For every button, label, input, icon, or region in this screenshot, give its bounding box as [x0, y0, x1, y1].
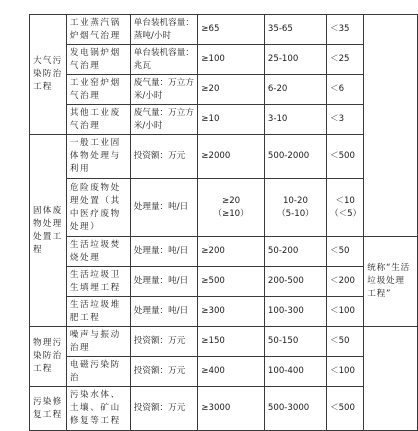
small-scale-cell: ＜3: [326, 105, 363, 135]
project-name-cell: 噪声与振动治理: [66, 327, 130, 357]
project-name-cell: 工业窑炉烟气治理: [66, 75, 130, 105]
large-scale-cell: ≥2000: [198, 135, 265, 179]
small-scale-cell: ＜500: [326, 387, 363, 431]
measure-cell: 投资额：万元: [130, 327, 198, 357]
medium-scale-cell: 500-3000: [264, 387, 326, 431]
large-scale-cell: ≥200: [198, 237, 265, 267]
small-scale-cell: ＜500: [326, 135, 363, 179]
medium-scale-cell: 200-500: [264, 267, 326, 297]
large-scale-cell: ≥100: [198, 45, 265, 75]
project-name-cell: 危险废物处理处置（其中医疗废物处理）: [66, 179, 130, 237]
medium-scale-cell: 500-2000: [264, 135, 326, 179]
measure-cell: 投资额：万元: [130, 135, 198, 179]
medium-scale-cell: 50-150: [264, 327, 326, 357]
table-row: [30, 135, 418, 179]
note-cell-empty: [364, 15, 418, 237]
project-name-cell: 污染水体、土壤、矿山修复等工程: [66, 387, 130, 431]
table-row: [30, 327, 418, 357]
measure-cell: 单台装机容量：兆瓦: [130, 45, 198, 75]
category-cell: 固体废物处理处置工程: [30, 135, 67, 327]
note-cell-empty: [364, 327, 418, 431]
measure-cell: 单台装机容量：蒸吨/小时: [130, 15, 198, 45]
table-row: [30, 105, 418, 135]
table-row: [30, 297, 418, 327]
large-scale-cell: ≥400: [198, 357, 265, 387]
measure-cell: 投资额：万元: [130, 387, 198, 431]
small-scale-cell: ＜100: [326, 297, 363, 327]
table-row: [30, 179, 418, 237]
project-name-cell: 生活垃圾卫生填埋工程: [66, 267, 130, 297]
project-name-cell: 生活垃圾堆肥工程: [66, 297, 130, 327]
small-scale-cell: ＜35: [326, 15, 363, 45]
note-cell: 统称“生活垃圾处理工程”: [364, 237, 418, 327]
large-scale-cell: ≥500: [198, 267, 265, 297]
small-scale-cell: ＜25: [326, 45, 363, 75]
table-row: [30, 357, 418, 387]
medium-scale-cell: 35-65: [264, 15, 326, 45]
measure-cell: 处理量：吨/日: [130, 237, 198, 267]
measure-cell: 废气量：万立方米/小时: [130, 105, 198, 135]
small-scale-cell: ＜50: [326, 327, 363, 357]
large-scale-cell: ≥300: [198, 297, 265, 327]
measure-cell: 处理量：吨/日: [130, 179, 198, 237]
category-cell: 物理污染防治工程: [30, 327, 67, 387]
medium-scale-cell: 10-20 （5-10）: [264, 179, 326, 237]
table-row: [30, 237, 418, 267]
table-row: [30, 75, 418, 105]
project-name-cell: 电磁污染防治: [66, 357, 130, 387]
large-scale-cell: ≥65: [198, 15, 265, 45]
medium-scale-cell: 100-400: [264, 357, 326, 387]
large-scale-cell: ≥3000: [198, 387, 265, 431]
table-row: [30, 267, 418, 297]
category-cell: 大气污染防治工程: [30, 15, 67, 135]
medium-scale-cell: 6-20: [264, 75, 326, 105]
project-name-cell: 工业蒸汽锅炉烟气治理: [66, 15, 130, 45]
small-scale-cell: ＜10 （＜5）: [326, 179, 363, 237]
measure-cell: 处理量：吨/日: [130, 297, 198, 327]
medium-scale-cell: 50-200: [264, 237, 326, 267]
small-scale-cell: ＜200: [326, 267, 363, 297]
large-scale-cell: ≥20 （≥10）: [198, 179, 265, 237]
measure-cell: 投资额：万元: [130, 357, 198, 387]
small-scale-cell: ＜50: [326, 237, 363, 267]
small-scale-cell: ＜6: [326, 75, 363, 105]
project-name-cell: 其他工业废气治理: [66, 105, 130, 135]
project-name-cell: 发电锅炉烟气治理: [66, 45, 130, 75]
table-row: [30, 387, 418, 431]
large-scale-cell: ≥10: [198, 105, 265, 135]
category-cell: 污染修复工程: [30, 387, 67, 431]
measure-cell: 处理量：吨/日: [130, 267, 198, 297]
measure-cell: 废气量：万立方米/小时: [130, 75, 198, 105]
table-row: [30, 45, 418, 75]
project-scale-table: [29, 14, 418, 431]
large-scale-cell: ≥150: [198, 327, 265, 357]
medium-scale-cell: 25-100: [264, 45, 326, 75]
medium-scale-cell: 100-300: [264, 297, 326, 327]
medium-scale-cell: 3-10: [264, 105, 326, 135]
small-scale-cell: ＜100: [326, 357, 363, 387]
project-name-cell: 生活垃圾焚烧处理: [66, 237, 130, 267]
large-scale-cell: ≥20: [198, 75, 265, 105]
project-name-cell: 一般工业固体物处理与利用: [66, 135, 130, 179]
table-row: [30, 15, 418, 45]
